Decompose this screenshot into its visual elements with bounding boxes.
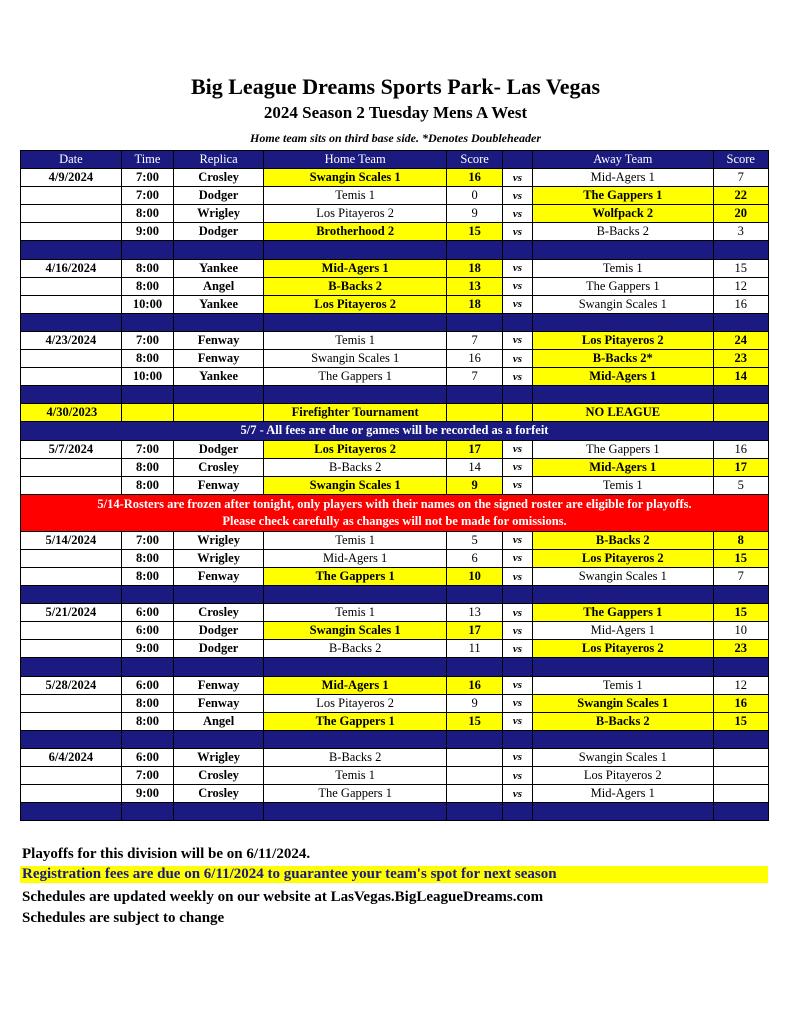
away-score bbox=[713, 785, 769, 803]
game-time: 8:00 bbox=[121, 694, 173, 712]
game-row bbox=[21, 785, 769, 803]
vs-label: vs bbox=[502, 748, 532, 766]
home-team: B-Backs 2 bbox=[263, 748, 446, 766]
game-date bbox=[21, 694, 122, 712]
col-away-score: Score bbox=[713, 151, 769, 169]
away-score: 12 bbox=[713, 676, 769, 694]
week-divider bbox=[21, 658, 769, 676]
game-date: 5/7/2024 bbox=[21, 440, 122, 458]
game-time: 10:00 bbox=[121, 368, 173, 386]
vs-label: vs bbox=[502, 295, 532, 313]
subject-note: Schedules are subject to change bbox=[22, 910, 225, 926]
away-score bbox=[713, 748, 769, 766]
tournament-row bbox=[21, 404, 769, 422]
game-time: 8:00 bbox=[121, 567, 173, 585]
game-time: 7:00 bbox=[121, 531, 173, 549]
away-team: The Gappers 1 bbox=[533, 604, 713, 622]
game-row bbox=[21, 767, 769, 785]
game-time: 8:00 bbox=[121, 277, 173, 295]
col-home-score: Score bbox=[447, 151, 502, 169]
game-replica-field: Crosley bbox=[174, 169, 264, 187]
game-date bbox=[21, 712, 122, 730]
away-score: 15 bbox=[713, 712, 769, 730]
no-league-label: NO LEAGUE bbox=[533, 404, 713, 422]
game-row bbox=[21, 694, 769, 712]
game-row bbox=[21, 169, 769, 187]
col-home-team: Home Team bbox=[263, 151, 446, 169]
vs-label: vs bbox=[502, 169, 532, 187]
game-row bbox=[21, 350, 769, 368]
home-team: Temis 1 bbox=[263, 531, 446, 549]
home-score: 15 bbox=[447, 223, 502, 241]
game-date bbox=[21, 785, 122, 803]
game-date bbox=[21, 205, 122, 223]
home-team: B-Backs 2 bbox=[263, 277, 446, 295]
away-team: Los Pitayeros 2 bbox=[533, 331, 713, 349]
game-date bbox=[21, 458, 122, 476]
away-score: 16 bbox=[713, 694, 769, 712]
home-score: 6 bbox=[447, 549, 502, 567]
home-score: 5 bbox=[447, 531, 502, 549]
game-replica-field: Wrigley bbox=[174, 549, 264, 567]
tournament-date: 4/30/2023 bbox=[21, 404, 122, 422]
game-replica-field: Fenway bbox=[174, 694, 264, 712]
game-time: 8:00 bbox=[121, 476, 173, 494]
away-team: Los Pitayeros 2 bbox=[533, 767, 713, 785]
game-row bbox=[21, 259, 769, 277]
game-time: 7:00 bbox=[121, 331, 173, 349]
game-row bbox=[21, 295, 769, 313]
game-date bbox=[21, 567, 122, 585]
home-score: 17 bbox=[447, 440, 502, 458]
away-team: Swangin Scales 1 bbox=[533, 694, 713, 712]
fees-notice bbox=[21, 422, 769, 440]
home-score: 13 bbox=[447, 604, 502, 622]
away-team: Temis 1 bbox=[533, 476, 713, 494]
vs-label: vs bbox=[502, 476, 532, 494]
game-date bbox=[21, 622, 122, 640]
away-score: 7 bbox=[713, 169, 769, 187]
roster-notice bbox=[21, 494, 769, 531]
website-note: Schedules are updated weekly on our website at LasVegas.BigLeagueDreams.com bbox=[22, 889, 544, 905]
home-team: The Gappers 1 bbox=[263, 567, 446, 585]
vs-label: vs bbox=[502, 549, 532, 567]
away-team: Swangin Scales 1 bbox=[533, 748, 713, 766]
home-team: Temis 1 bbox=[263, 767, 446, 785]
away-score: 16 bbox=[713, 295, 769, 313]
game-replica-field: Dodger bbox=[174, 622, 264, 640]
home-team: Los Pitayeros 2 bbox=[263, 694, 446, 712]
home-team: Mid-Agers 1 bbox=[263, 259, 446, 277]
away-score: 17 bbox=[713, 458, 769, 476]
vs-label: vs bbox=[502, 277, 532, 295]
home-team: B-Backs 2 bbox=[263, 458, 446, 476]
home-score: 7 bbox=[447, 368, 502, 386]
game-replica-field: Crosley bbox=[174, 458, 264, 476]
home-score: 9 bbox=[447, 694, 502, 712]
game-replica-field: Fenway bbox=[174, 476, 264, 494]
home-team: Los Pitayeros 2 bbox=[263, 205, 446, 223]
away-team: Los Pitayeros 2 bbox=[533, 640, 713, 658]
away-team: The Gappers 1 bbox=[533, 187, 713, 205]
away-score: 14 bbox=[713, 368, 769, 386]
home-score: 11 bbox=[447, 640, 502, 658]
home-score: 18 bbox=[447, 259, 502, 277]
home-score: 9 bbox=[447, 205, 502, 223]
game-time: 10:00 bbox=[121, 295, 173, 313]
away-team: Swangin Scales 1 bbox=[533, 295, 713, 313]
game-date bbox=[21, 277, 122, 295]
game-time: 9:00 bbox=[121, 223, 173, 241]
vs-label: vs bbox=[502, 368, 532, 386]
game-date bbox=[21, 223, 122, 241]
home-score bbox=[447, 785, 502, 803]
away-score: 22 bbox=[713, 187, 769, 205]
vs-label: vs bbox=[502, 187, 532, 205]
vs-label: vs bbox=[502, 205, 532, 223]
vs-label: vs bbox=[502, 440, 532, 458]
home-score: 13 bbox=[447, 277, 502, 295]
away-score: 16 bbox=[713, 440, 769, 458]
game-time: 6:00 bbox=[121, 748, 173, 766]
game-time: 7:00 bbox=[121, 767, 173, 785]
game-row bbox=[21, 712, 769, 730]
game-date bbox=[21, 767, 122, 785]
game-row bbox=[21, 549, 769, 567]
away-team: Mid-Agers 1 bbox=[533, 169, 713, 187]
game-row bbox=[21, 368, 769, 386]
schedule-note: Home team sits on third base side. *Denotes Doubleheader bbox=[250, 131, 541, 145]
away-team: Temis 1 bbox=[533, 259, 713, 277]
away-score: 12 bbox=[713, 277, 769, 295]
game-replica-field: Yankee bbox=[174, 295, 264, 313]
week-divider bbox=[21, 730, 769, 748]
home-team: B-Backs 2 bbox=[263, 640, 446, 658]
away-score: 15 bbox=[713, 549, 769, 567]
away-score: 8 bbox=[713, 531, 769, 549]
game-row bbox=[21, 676, 769, 694]
vs-label: vs bbox=[502, 712, 532, 730]
registration-note: Registration fees are due on 6/11/2024 to guarantee your team's spot for next season bbox=[20, 866, 768, 883]
vs-label: vs bbox=[502, 350, 532, 368]
home-score: 16 bbox=[447, 169, 502, 187]
away-score: 24 bbox=[713, 331, 769, 349]
home-team: The Gappers 1 bbox=[263, 712, 446, 730]
game-replica-field: Angel bbox=[174, 277, 264, 295]
empty-cell bbox=[174, 404, 264, 422]
game-date: 5/28/2024 bbox=[21, 676, 122, 694]
game-replica-field: Crosley bbox=[174, 604, 264, 622]
home-team: The Gappers 1 bbox=[263, 785, 446, 803]
vs-label: vs bbox=[502, 223, 532, 241]
home-team: Swangin Scales 1 bbox=[263, 476, 446, 494]
week-divider bbox=[21, 586, 769, 604]
vs-label: vs bbox=[502, 604, 532, 622]
roster-notice-line-2: Please check carefully as changes will not be made for omissions. bbox=[222, 513, 567, 528]
game-row bbox=[21, 622, 769, 640]
game-row bbox=[21, 567, 769, 585]
game-time: 7:00 bbox=[121, 440, 173, 458]
game-replica-field: Yankee bbox=[174, 259, 264, 277]
away-team: Los Pitayeros 2 bbox=[533, 549, 713, 567]
game-date bbox=[21, 640, 122, 658]
home-score bbox=[447, 767, 502, 785]
schedule-table bbox=[20, 150, 769, 821]
week-divider bbox=[21, 313, 769, 331]
game-replica-field: Wrigley bbox=[174, 531, 264, 549]
home-score: 14 bbox=[447, 458, 502, 476]
game-time: 9:00 bbox=[121, 640, 173, 658]
tournament-label: Firefighter Tournament bbox=[263, 404, 446, 422]
col-time: Time bbox=[121, 151, 173, 169]
away-team: B-Backs 2 bbox=[533, 531, 713, 549]
game-row bbox=[21, 458, 769, 476]
game-replica-field: Fenway bbox=[174, 567, 264, 585]
game-row bbox=[21, 187, 769, 205]
away-score: 23 bbox=[713, 350, 769, 368]
col-replica: Replica bbox=[174, 151, 264, 169]
vs-label: vs bbox=[502, 622, 532, 640]
home-team: Temis 1 bbox=[263, 187, 446, 205]
game-date bbox=[21, 549, 122, 567]
away-score: 20 bbox=[713, 205, 769, 223]
home-team: Mid-Agers 1 bbox=[263, 676, 446, 694]
away-team: Mid-Agers 1 bbox=[533, 368, 713, 386]
game-row bbox=[21, 748, 769, 766]
game-time: 6:00 bbox=[121, 676, 173, 694]
game-date: 5/14/2024 bbox=[21, 531, 122, 549]
week-divider bbox=[21, 386, 769, 404]
game-replica-field: Angel bbox=[174, 712, 264, 730]
game-date: 6/4/2024 bbox=[21, 748, 122, 766]
home-team: Temis 1 bbox=[263, 331, 446, 349]
col-date: Date bbox=[21, 151, 122, 169]
home-team: Swangin Scales 1 bbox=[263, 169, 446, 187]
game-replica-field: Dodger bbox=[174, 223, 264, 241]
game-replica-field: Fenway bbox=[174, 676, 264, 694]
roster-notice-line-1: 5/14-Rosters are frozen after tonight, only players with their names on the signed roster are eligible for playoffs. bbox=[97, 496, 692, 511]
game-date: 4/16/2024 bbox=[21, 259, 122, 277]
away-team: B-Backs 2* bbox=[533, 350, 713, 368]
home-team: Los Pitayeros 2 bbox=[263, 440, 446, 458]
home-team: Swangin Scales 1 bbox=[263, 622, 446, 640]
away-score: 5 bbox=[713, 476, 769, 494]
away-team: Mid-Agers 1 bbox=[533, 785, 713, 803]
vs-label: vs bbox=[502, 767, 532, 785]
game-date bbox=[21, 295, 122, 313]
game-time: 8:00 bbox=[121, 205, 173, 223]
home-score: 9 bbox=[447, 476, 502, 494]
roster-notice-text bbox=[21, 494, 769, 531]
game-replica-field: Crosley bbox=[174, 767, 264, 785]
game-row bbox=[21, 476, 769, 494]
home-score: 10 bbox=[447, 567, 502, 585]
home-team: Brotherhood 2 bbox=[263, 223, 446, 241]
game-row bbox=[21, 440, 769, 458]
game-date bbox=[21, 350, 122, 368]
game-date: 4/23/2024 bbox=[21, 331, 122, 349]
game-date bbox=[21, 187, 122, 205]
home-score: 16 bbox=[447, 676, 502, 694]
vs-label: vs bbox=[502, 567, 532, 585]
fees-notice-text: 5/7 - All fees are due or games will be recorded as a forfeit bbox=[21, 422, 769, 440]
away-score: 10 bbox=[713, 622, 769, 640]
game-date: 4/9/2024 bbox=[21, 169, 122, 187]
empty-cell bbox=[502, 404, 532, 422]
week-divider bbox=[21, 241, 769, 259]
game-replica-field: Dodger bbox=[174, 440, 264, 458]
game-time: 7:00 bbox=[121, 187, 173, 205]
away-score: 3 bbox=[713, 223, 769, 241]
page-subtitle: 2024 Season 2 Tuesday Mens A West bbox=[263, 103, 528, 122]
away-score: 15 bbox=[713, 604, 769, 622]
playoffs-note: Playoffs for this division will be on 6/11/2024. bbox=[22, 846, 311, 862]
game-date bbox=[21, 368, 122, 386]
game-replica-field: Crosley bbox=[174, 785, 264, 803]
vs-label: vs bbox=[502, 694, 532, 712]
game-time: 8:00 bbox=[121, 458, 173, 476]
vs-label: vs bbox=[502, 331, 532, 349]
away-team: Temis 1 bbox=[533, 676, 713, 694]
home-score: 0 bbox=[447, 187, 502, 205]
game-row bbox=[21, 531, 769, 549]
vs-label: vs bbox=[502, 458, 532, 476]
away-team: The Gappers 1 bbox=[533, 277, 713, 295]
vs-label: vs bbox=[502, 259, 532, 277]
empty-cell bbox=[447, 404, 502, 422]
home-score bbox=[447, 748, 502, 766]
vs-label: vs bbox=[502, 640, 532, 658]
game-row bbox=[21, 205, 769, 223]
game-row bbox=[21, 223, 769, 241]
away-score: 15 bbox=[713, 259, 769, 277]
home-team: The Gappers 1 bbox=[263, 368, 446, 386]
game-time: 7:00 bbox=[121, 169, 173, 187]
away-team: Mid-Agers 1 bbox=[533, 622, 713, 640]
home-score: 7 bbox=[447, 331, 502, 349]
away-team: Swangin Scales 1 bbox=[533, 567, 713, 585]
game-date bbox=[21, 476, 122, 494]
game-replica-field: Fenway bbox=[174, 350, 264, 368]
game-date: 5/21/2024 bbox=[21, 604, 122, 622]
game-time: 6:00 bbox=[121, 622, 173, 640]
col-vs bbox=[502, 151, 532, 169]
away-team: B-Backs 2 bbox=[533, 223, 713, 241]
away-team: The Gappers 1 bbox=[533, 440, 713, 458]
game-row bbox=[21, 604, 769, 622]
away-score: 7 bbox=[713, 567, 769, 585]
col-away-team: Away Team bbox=[533, 151, 713, 169]
away-score: 23 bbox=[713, 640, 769, 658]
table-header bbox=[21, 151, 769, 169]
home-score: 17 bbox=[447, 622, 502, 640]
away-team: Mid-Agers 1 bbox=[533, 458, 713, 476]
vs-label: vs bbox=[502, 785, 532, 803]
empty-cell bbox=[713, 404, 769, 422]
home-score: 15 bbox=[447, 712, 502, 730]
game-replica-field: Wrigley bbox=[174, 748, 264, 766]
game-time: 8:00 bbox=[121, 350, 173, 368]
game-time: 8:00 bbox=[121, 259, 173, 277]
game-replica-field: Dodger bbox=[174, 187, 264, 205]
away-team: Wolfpack 2 bbox=[533, 205, 713, 223]
game-replica-field: Yankee bbox=[174, 368, 264, 386]
page-title: Big League Dreams Sports Park- Las Vegas bbox=[190, 74, 601, 99]
home-team: Mid-Agers 1 bbox=[263, 549, 446, 567]
game-row bbox=[21, 331, 769, 349]
home-score: 18 bbox=[447, 295, 502, 313]
game-row bbox=[21, 640, 769, 658]
game-replica-field: Dodger bbox=[174, 640, 264, 658]
week-divider bbox=[21, 803, 769, 821]
game-replica-field: Fenway bbox=[174, 331, 264, 349]
vs-label: vs bbox=[502, 531, 532, 549]
away-team: B-Backs 2 bbox=[533, 712, 713, 730]
game-replica-field: Wrigley bbox=[174, 205, 264, 223]
empty-cell bbox=[121, 404, 173, 422]
home-team: Temis 1 bbox=[263, 604, 446, 622]
game-time: 8:00 bbox=[121, 712, 173, 730]
game-time: 6:00 bbox=[121, 604, 173, 622]
away-score bbox=[713, 767, 769, 785]
home-team: Swangin Scales 1 bbox=[263, 350, 446, 368]
home-team: Los Pitayeros 2 bbox=[263, 295, 446, 313]
game-time: 8:00 bbox=[121, 549, 173, 567]
game-time: 9:00 bbox=[121, 785, 173, 803]
home-score: 16 bbox=[447, 350, 502, 368]
vs-label: vs bbox=[502, 676, 532, 694]
game-row bbox=[21, 277, 769, 295]
